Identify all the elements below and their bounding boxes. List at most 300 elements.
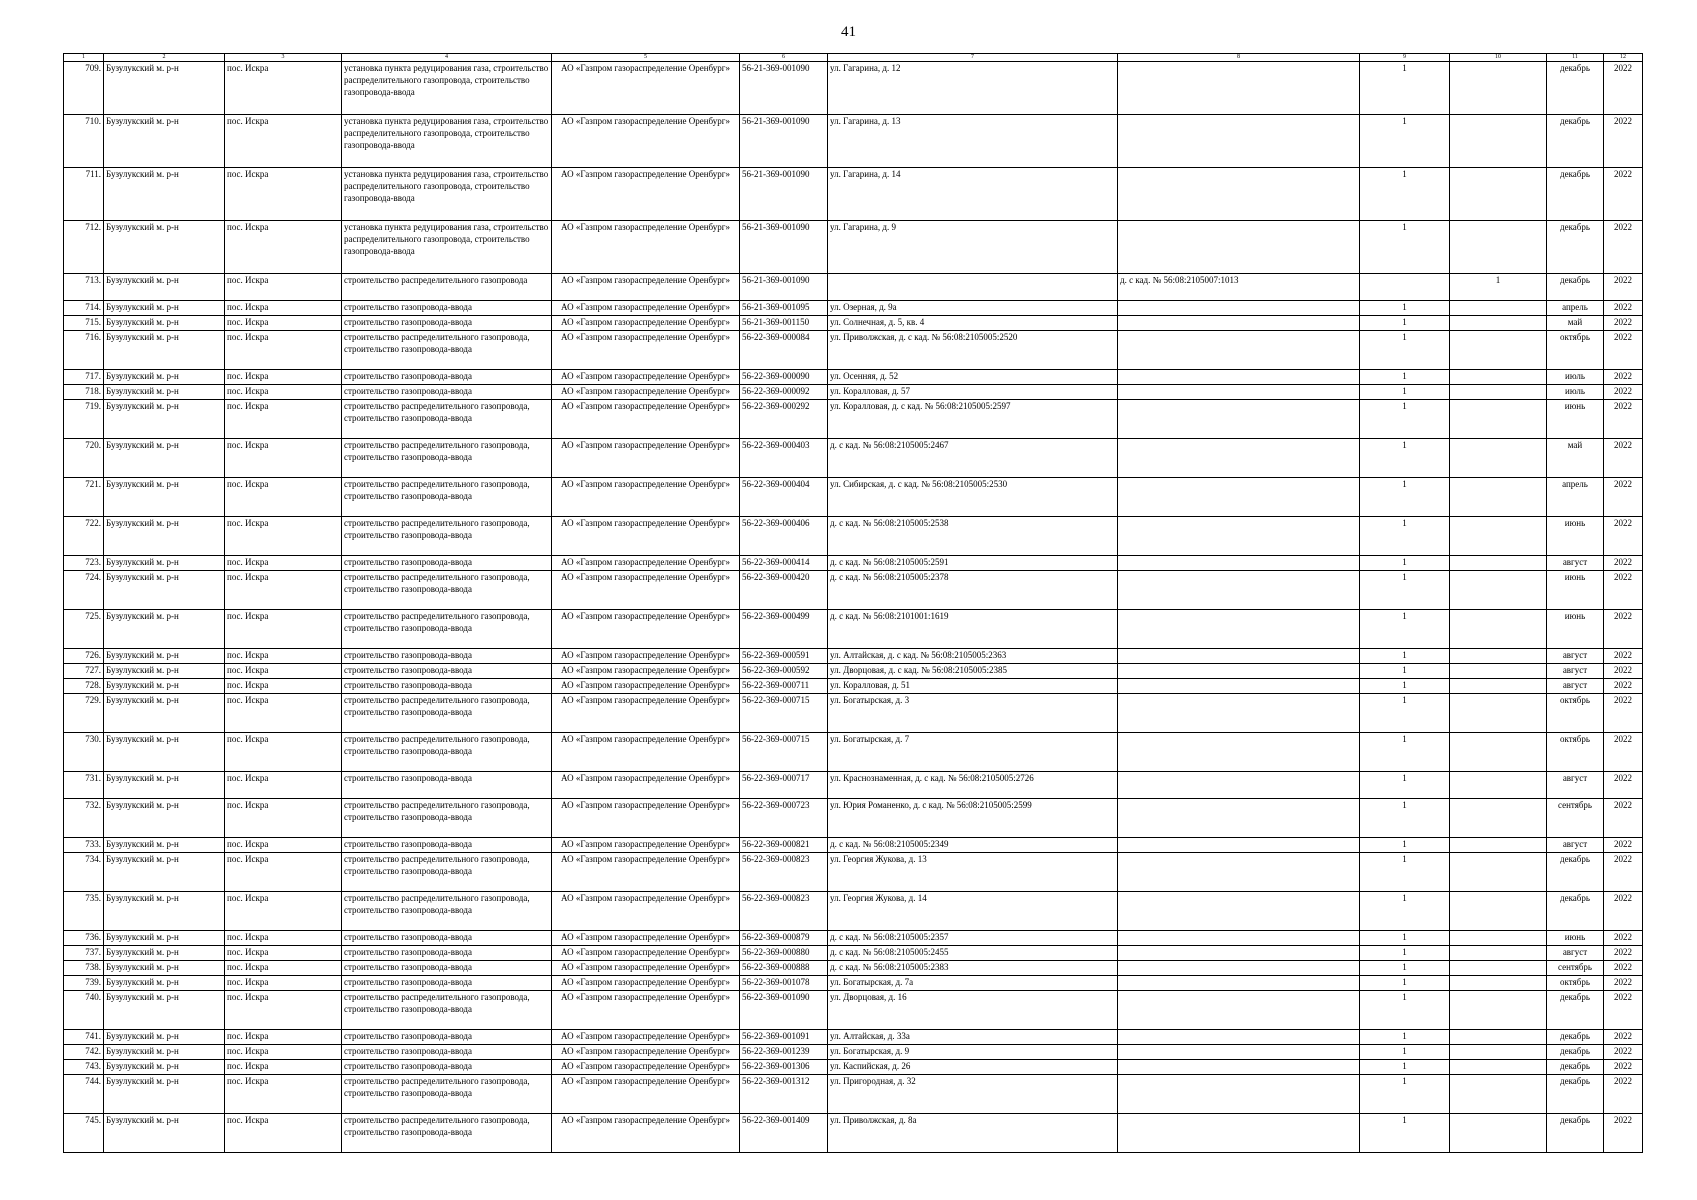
month-cell: декабрь: [1547, 62, 1604, 115]
table-row: [64, 1030, 1643, 1045]
table-row: [64, 385, 1643, 400]
district-cell: Бузулукский м. р-н: [104, 115, 225, 168]
work-type-cell: строительство распределительного газопровода, строительство газопровода-ввода: [342, 799, 552, 838]
work-type-cell: строительство газопровода-ввода: [342, 931, 552, 946]
work-type-cell: строительство газопровода-ввода: [342, 772, 552, 799]
column-number-row: [64, 54, 1643, 62]
cadastre-cell: [1118, 991, 1360, 1030]
cadastre-cell: [1118, 439, 1360, 478]
quantity-cell: 1: [1360, 478, 1450, 517]
address-cell: ул. Богатырская, д. 7а: [828, 976, 1118, 991]
month-cell: июнь: [1547, 571, 1604, 610]
quantity-cell: 1: [1360, 853, 1450, 892]
organization-cell: АО «Газпром газораспределение Оренбург»: [552, 838, 740, 853]
table-row: [64, 221, 1643, 274]
month-cell: декабрь: [1547, 1045, 1604, 1060]
organization-cell: АО «Газпром газораспределение Оренбург»: [552, 649, 740, 664]
cadastre-cell: [1118, 400, 1360, 439]
quantity-cell: 1: [1360, 556, 1450, 571]
organization-cell: АО «Газпром газораспределение Оренбург»: [552, 946, 740, 961]
cadastre-cell: [1118, 316, 1360, 331]
year-cell: 2022: [1604, 221, 1643, 274]
table-row: [64, 946, 1643, 961]
program-code-cell: 56-22-369-000711: [740, 679, 828, 694]
locality-cell: пос. Искра: [225, 62, 342, 115]
table-row: [64, 961, 1643, 976]
row-number: 722.: [64, 517, 104, 556]
quantity-cell: [1450, 1114, 1547, 1153]
locality-cell: пос. Искра: [225, 853, 342, 892]
year-cell: 2022: [1604, 733, 1643, 772]
work-type-cell: установка пункта редуцирования газа, строительство распределительного газопровода, строительство газопровода-ввода: [342, 62, 552, 115]
month-cell: апрель: [1547, 301, 1604, 316]
district-cell: Бузулукский м. р-н: [104, 679, 225, 694]
row-number: 729.: [64, 694, 104, 733]
column-header: 1: [64, 54, 104, 62]
row-number: 738.: [64, 961, 104, 976]
address-cell: ул. Коралловая, д. 51: [828, 679, 1118, 694]
locality-cell: пос. Искра: [225, 439, 342, 478]
month-cell: август: [1547, 838, 1604, 853]
program-code-cell: 56-22-369-001090: [740, 991, 828, 1030]
quantity-cell: 1: [1360, 772, 1450, 799]
program-code-cell: 56-22-369-000715: [740, 733, 828, 772]
quantity-cell: 1: [1360, 1045, 1450, 1060]
organization-cell: АО «Газпром газораспределение Оренбург»: [552, 274, 740, 301]
locality-cell: пос. Искра: [225, 799, 342, 838]
quantity-cell: [1450, 115, 1547, 168]
work-type-cell: строительство распределительного газопровода, строительство газопровода-ввода: [342, 1075, 552, 1114]
organization-cell: АО «Газпром газораспределение Оренбург»: [552, 168, 740, 221]
table-row: [64, 168, 1643, 221]
row-number: 718.: [64, 385, 104, 400]
program-code-cell: 56-21-369-001090: [740, 62, 828, 115]
month-cell: сентябрь: [1547, 961, 1604, 976]
organization-cell: АО «Газпром газораспределение Оренбург»: [552, 733, 740, 772]
table-body: [64, 62, 1643, 1153]
district-cell: Бузулукский м. р-н: [104, 772, 225, 799]
locality-cell: пос. Искра: [225, 221, 342, 274]
program-code-cell: 56-21-369-001150: [740, 316, 828, 331]
year-cell: 2022: [1604, 62, 1643, 115]
program-code-cell: 56-22-369-000420: [740, 571, 828, 610]
quantity-cell: [1450, 679, 1547, 694]
address-cell: ул. Георгия Жукова, д. 14: [828, 892, 1118, 931]
row-number: 721.: [64, 478, 104, 517]
month-cell: июль: [1547, 370, 1604, 385]
address-cell: д. с кад. № 56:08:2105005:2467: [828, 439, 1118, 478]
month-cell: август: [1547, 649, 1604, 664]
organization-cell: АО «Газпром газораспределение Оренбург»: [552, 400, 740, 439]
year-cell: 2022: [1604, 892, 1643, 931]
quantity-cell: [1450, 331, 1547, 370]
program-code-cell: 56-22-369-001409: [740, 1114, 828, 1153]
organization-cell: АО «Газпром газораспределение Оренбург»: [552, 370, 740, 385]
organization-cell: АО «Газпром газораспределение Оренбург»: [552, 1045, 740, 1060]
district-cell: Бузулукский м. р-н: [104, 478, 225, 517]
program-code-cell: 56-22-369-000823: [740, 853, 828, 892]
program-code-cell: 56-22-369-000723: [740, 799, 828, 838]
column-header: 4: [342, 54, 552, 62]
district-cell: Бузулукский м. р-н: [104, 556, 225, 571]
cadastre-cell: [1118, 961, 1360, 976]
program-code-cell: 56-22-369-000591: [740, 649, 828, 664]
locality-cell: пос. Искра: [225, 115, 342, 168]
locality-cell: пос. Искра: [225, 1030, 342, 1045]
work-type-cell: строительство распределительного газопровода, строительство газопровода-ввода: [342, 439, 552, 478]
address-cell: ул. Коралловая, д. с кад. № 56:08:2105005:2597: [828, 400, 1118, 439]
quantity-cell: [1450, 400, 1547, 439]
table-row: [64, 1114, 1643, 1153]
table-row: [64, 733, 1643, 772]
cadastre-cell: [1118, 1075, 1360, 1114]
address-cell: ул. Гагарина, д. 13: [828, 115, 1118, 168]
month-cell: июнь: [1547, 610, 1604, 649]
quantity-cell: 1: [1360, 517, 1450, 556]
table-row: [64, 571, 1643, 610]
address-cell: ул. Гагарина, д. 12: [828, 62, 1118, 115]
month-cell: апрель: [1547, 478, 1604, 517]
table-row: [64, 664, 1643, 679]
quantity-cell: 1: [1360, 679, 1450, 694]
work-type-cell: строительство распределительного газопровода, строительство газопровода-ввода: [342, 892, 552, 931]
locality-cell: пос. Искра: [225, 976, 342, 991]
year-cell: 2022: [1604, 1030, 1643, 1045]
address-cell: д. с кад. № 56:08:2105005:2378: [828, 571, 1118, 610]
year-cell: 2022: [1604, 168, 1643, 221]
row-number: 730.: [64, 733, 104, 772]
table-row: [64, 838, 1643, 853]
district-cell: Бузулукский м. р-н: [104, 961, 225, 976]
table-row: [64, 370, 1643, 385]
district-cell: Бузулукский м. р-н: [104, 991, 225, 1030]
cadastre-cell: [1118, 331, 1360, 370]
address-cell: д. с кад. № 56:08:2105005:2455: [828, 946, 1118, 961]
row-number: 719.: [64, 400, 104, 439]
table-row: [64, 892, 1643, 931]
locality-cell: пос. Искра: [225, 961, 342, 976]
row-number: 742.: [64, 1045, 104, 1060]
year-cell: 2022: [1604, 517, 1643, 556]
month-cell: июнь: [1547, 931, 1604, 946]
quantity-cell: [1450, 991, 1547, 1030]
organization-cell: АО «Газпром газораспределение Оренбург»: [552, 610, 740, 649]
row-number: 716.: [64, 331, 104, 370]
locality-cell: пос. Искра: [225, 478, 342, 517]
column-header: 11: [1547, 54, 1604, 62]
year-cell: 2022: [1604, 853, 1643, 892]
locality-cell: пос. Искра: [225, 664, 342, 679]
cadastre-cell: [1118, 1060, 1360, 1075]
quantity-cell: 1: [1360, 385, 1450, 400]
cadastre-cell: [1118, 62, 1360, 115]
year-cell: 2022: [1604, 931, 1643, 946]
quantity-cell: [1450, 1060, 1547, 1075]
locality-cell: пос. Искра: [225, 694, 342, 733]
row-number: 736.: [64, 931, 104, 946]
quantity-cell: 1: [1360, 1114, 1450, 1153]
quantity-cell: [1450, 853, 1547, 892]
column-header: 6: [740, 54, 828, 62]
quantity-cell: [1450, 370, 1547, 385]
year-cell: 2022: [1604, 649, 1643, 664]
cadastre-cell: д. с кад. № 56:08:2105007:1013: [1118, 274, 1360, 301]
cadastre-cell: [1118, 301, 1360, 316]
table-row: [64, 316, 1643, 331]
cadastre-cell: [1118, 1045, 1360, 1060]
organization-cell: АО «Газпром газораспределение Оренбург»: [552, 799, 740, 838]
work-type-cell: строительство распределительного газопровода: [342, 274, 552, 301]
district-cell: Бузулукский м. р-н: [104, 733, 225, 772]
address-cell: ул. Богатырская, д. 9: [828, 1045, 1118, 1060]
program-code-cell: 56-22-369-000880: [740, 946, 828, 961]
locality-cell: пос. Искра: [225, 733, 342, 772]
quantity-cell: 1: [1360, 400, 1450, 439]
district-cell: Бузулукский м. р-н: [104, 400, 225, 439]
year-cell: 2022: [1604, 1075, 1643, 1114]
district-cell: Бузулукский м. р-н: [104, 1045, 225, 1060]
district-cell: Бузулукский м. р-н: [104, 221, 225, 274]
cadastre-cell: [1118, 892, 1360, 931]
organization-cell: АО «Газпром газораспределение Оренбург»: [552, 961, 740, 976]
quantity-cell: 1: [1360, 1060, 1450, 1075]
program-code-cell: 56-22-369-000823: [740, 892, 828, 931]
locality-cell: пос. Искра: [225, 274, 342, 301]
row-number: 720.: [64, 439, 104, 478]
locality-cell: пос. Искра: [225, 892, 342, 931]
column-header: 9: [1360, 54, 1450, 62]
quantity-cell: 1: [1360, 168, 1450, 221]
quantity-cell: 1: [1360, 370, 1450, 385]
quantity-cell: [1450, 168, 1547, 221]
quantity-cell: [1450, 799, 1547, 838]
table-row: [64, 301, 1643, 316]
program-code-cell: 56-22-369-000406: [740, 517, 828, 556]
quantity-cell: [1450, 772, 1547, 799]
locality-cell: пос. Искра: [225, 556, 342, 571]
table-row: [64, 439, 1643, 478]
quantity-cell: [1450, 664, 1547, 679]
column-header: 8: [1118, 54, 1360, 62]
program-code-cell: 56-21-369-001090: [740, 274, 828, 301]
column-header: 12: [1604, 54, 1643, 62]
program-code-cell: 56-22-369-000092: [740, 385, 828, 400]
work-type-cell: строительство распределительного газопровода, строительство газопровода-ввода: [342, 478, 552, 517]
work-type-cell: строительство газопровода-ввода: [342, 1030, 552, 1045]
quantity-cell: 1: [1360, 664, 1450, 679]
row-number: 740.: [64, 991, 104, 1030]
work-type-cell: строительство распределительного газопровода, строительство газопровода-ввода: [342, 331, 552, 370]
work-type-cell: строительство распределительного газопровода, строительство газопровода-ввода: [342, 694, 552, 733]
month-cell: август: [1547, 664, 1604, 679]
month-cell: декабрь: [1547, 892, 1604, 931]
month-cell: август: [1547, 679, 1604, 694]
page-number: 41: [841, 24, 856, 40]
quantity-cell: 1: [1360, 316, 1450, 331]
year-cell: 2022: [1604, 370, 1643, 385]
quantity-cell: 1: [1450, 274, 1547, 301]
work-type-cell: строительство газопровода-ввода: [342, 385, 552, 400]
address-cell: ул. Сибирская, д. с кад. № 56:08:2105005:2530: [828, 478, 1118, 517]
address-cell: ул. Приволжская, д. с кад. № 56:08:2105005:2520: [828, 331, 1118, 370]
quantity-cell: [1450, 946, 1547, 961]
work-type-cell: установка пункта редуцирования газа, строительство распределительного газопровода, строительство газопровода-ввода: [342, 115, 552, 168]
quantity-cell: [1450, 62, 1547, 115]
locality-cell: пос. Искра: [225, 1045, 342, 1060]
table-row: [64, 610, 1643, 649]
quantity-cell: [1450, 931, 1547, 946]
program-code-cell: 56-22-369-000821: [740, 838, 828, 853]
work-type-cell: строительство распределительного газопровода, строительство газопровода-ввода: [342, 517, 552, 556]
district-cell: Бузулукский м. р-н: [104, 892, 225, 931]
address-cell: ул. Коралловая, д. 57: [828, 385, 1118, 400]
cadastre-cell: [1118, 385, 1360, 400]
district-cell: Бузулукский м. р-н: [104, 664, 225, 679]
locality-cell: пос. Искра: [225, 517, 342, 556]
organization-cell: АО «Газпром газораспределение Оренбург»: [552, 1030, 740, 1045]
locality-cell: пос. Искра: [225, 571, 342, 610]
quantity-cell: [1450, 649, 1547, 664]
address-cell: ул. Богатырская, д. 7: [828, 733, 1118, 772]
year-cell: 2022: [1604, 274, 1643, 301]
work-type-cell: строительство распределительного газопровода, строительство газопровода-ввода: [342, 610, 552, 649]
district-cell: Бузулукский м. р-н: [104, 1075, 225, 1114]
locality-cell: пос. Искра: [225, 1075, 342, 1114]
year-cell: 2022: [1604, 679, 1643, 694]
address-cell: ул. Каспийская, д. 26: [828, 1060, 1118, 1075]
year-cell: 2022: [1604, 1060, 1643, 1075]
district-cell: Бузулукский м. р-н: [104, 571, 225, 610]
month-cell: декабрь: [1547, 1060, 1604, 1075]
quantity-cell: 1: [1360, 892, 1450, 931]
month-cell: декабрь: [1547, 1114, 1604, 1153]
cadastre-cell: [1118, 664, 1360, 679]
row-number: 724.: [64, 571, 104, 610]
cadastre-cell: [1118, 221, 1360, 274]
row-number: 745.: [64, 1114, 104, 1153]
address-cell: ул. Юрия Романенко, д. с кад. № 56:08:2105005:2599: [828, 799, 1118, 838]
work-type-cell: строительство газопровода-ввода: [342, 301, 552, 316]
year-cell: 2022: [1604, 331, 1643, 370]
organization-cell: АО «Газпром газораспределение Оренбург»: [552, 679, 740, 694]
year-cell: 2022: [1604, 400, 1643, 439]
program-code-cell: 56-22-369-001078: [740, 976, 828, 991]
month-cell: май: [1547, 316, 1604, 331]
address-cell: ул. Богатырская, д. 3: [828, 694, 1118, 733]
work-type-cell: строительство газопровода-ввода: [342, 961, 552, 976]
program-code-cell: 56-22-369-000090: [740, 370, 828, 385]
year-cell: 2022: [1604, 961, 1643, 976]
organization-cell: АО «Газпром газораспределение Оренбург»: [552, 301, 740, 316]
quantity-cell: [1450, 316, 1547, 331]
month-cell: декабрь: [1547, 168, 1604, 221]
year-cell: 2022: [1604, 799, 1643, 838]
table-row: [64, 853, 1643, 892]
cadastre-cell: [1118, 679, 1360, 694]
row-number: 725.: [64, 610, 104, 649]
work-type-cell: строительство газопровода-ввода: [342, 1060, 552, 1075]
quantity-cell: [1450, 610, 1547, 649]
quantity-cell: [1450, 439, 1547, 478]
address-cell: д. с кад. № 56:08:2105005:2357: [828, 931, 1118, 946]
row-number: 743.: [64, 1060, 104, 1075]
row-number: 710.: [64, 115, 104, 168]
column-header: 10: [1450, 54, 1547, 62]
program-code-cell: 56-22-369-000715: [740, 694, 828, 733]
table-row: [64, 694, 1643, 733]
quantity-cell: 1: [1360, 946, 1450, 961]
work-type-cell: установка пункта редуцирования газа, строительство распределительного газопровода, строительство газопровода-ввода: [342, 168, 552, 221]
district-cell: Бузулукский м. р-н: [104, 946, 225, 961]
year-cell: 2022: [1604, 694, 1643, 733]
work-type-cell: строительство газопровода-ввода: [342, 679, 552, 694]
cadastre-cell: [1118, 931, 1360, 946]
row-number: 726.: [64, 649, 104, 664]
quantity-cell: 1: [1360, 301, 1450, 316]
organization-cell: АО «Газпром газораспределение Оренбург»: [552, 664, 740, 679]
table-row: [64, 274, 1643, 301]
organization-cell: АО «Газпром газораспределение Оренбург»: [552, 517, 740, 556]
year-cell: 2022: [1604, 478, 1643, 517]
address-cell: ул. Георгия Жукова, д. 13: [828, 853, 1118, 892]
month-cell: декабрь: [1547, 1030, 1604, 1045]
district-cell: Бузулукский м. р-н: [104, 274, 225, 301]
quantity-cell: 1: [1360, 976, 1450, 991]
district-cell: Бузулукский м. р-н: [104, 976, 225, 991]
address-cell: д. с кад. № 56:08:2105005:2383: [828, 961, 1118, 976]
organization-cell: АО «Газпром газораспределение Оренбург»: [552, 1114, 740, 1153]
year-cell: 2022: [1604, 946, 1643, 961]
district-cell: Бузулукский м. р-н: [104, 931, 225, 946]
cadastre-cell: [1118, 838, 1360, 853]
year-cell: 2022: [1604, 385, 1643, 400]
month-cell: сентябрь: [1547, 799, 1604, 838]
month-cell: октябрь: [1547, 976, 1604, 991]
year-cell: 2022: [1604, 571, 1643, 610]
program-code-cell: 56-21-369-001090: [740, 221, 828, 274]
address-cell: ул. Пригородная, д. 32: [828, 1075, 1118, 1114]
year-cell: 2022: [1604, 316, 1643, 331]
quantity-cell: 1: [1360, 799, 1450, 838]
cadastre-cell: [1118, 610, 1360, 649]
district-cell: Бузулукский м. р-н: [104, 838, 225, 853]
year-cell: 2022: [1604, 772, 1643, 799]
cadastre-cell: [1118, 1030, 1360, 1045]
row-number: 739.: [64, 976, 104, 991]
program-code-cell: 56-22-369-000717: [740, 772, 828, 799]
month-cell: декабрь: [1547, 853, 1604, 892]
quantity-cell: [1450, 1030, 1547, 1045]
month-cell: август: [1547, 946, 1604, 961]
cadastre-cell: [1118, 853, 1360, 892]
cadastre-cell: [1118, 478, 1360, 517]
row-number: 733.: [64, 838, 104, 853]
row-number: 737.: [64, 946, 104, 961]
table-row: [64, 478, 1643, 517]
month-cell: октябрь: [1547, 733, 1604, 772]
locality-cell: пос. Искра: [225, 931, 342, 946]
quantity-cell: 1: [1360, 694, 1450, 733]
program-code-cell: 56-22-369-000888: [740, 961, 828, 976]
locality-cell: пос. Искра: [225, 370, 342, 385]
quantity-cell: 1: [1360, 961, 1450, 976]
year-cell: 2022: [1604, 991, 1643, 1030]
cadastre-cell: [1118, 649, 1360, 664]
program-code-cell: 56-22-369-000403: [740, 439, 828, 478]
address-cell: ул. Дворцовая, д. 16: [828, 991, 1118, 1030]
table-row: [64, 931, 1643, 946]
organization-cell: АО «Газпром газораспределение Оренбург»: [552, 439, 740, 478]
